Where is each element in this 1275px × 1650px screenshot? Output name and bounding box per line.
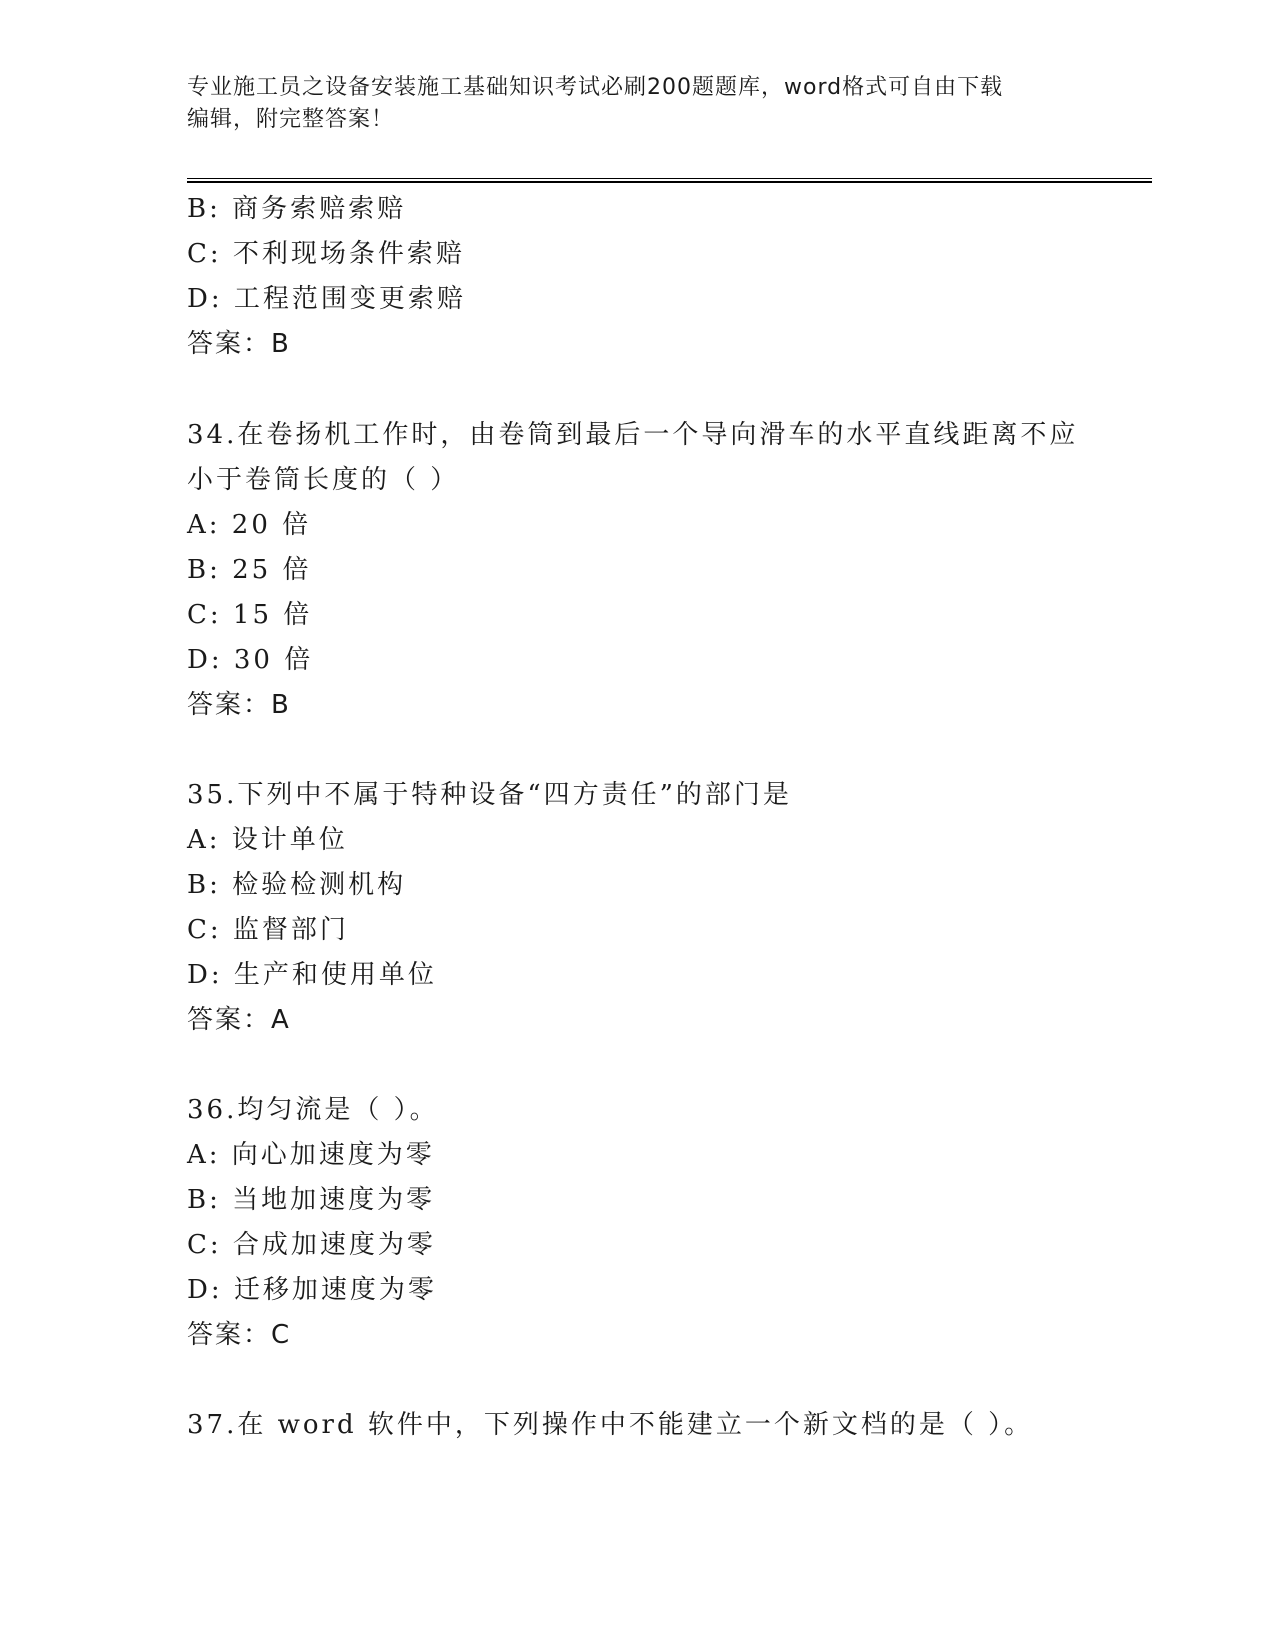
q35-answer: 答案：A	[187, 1005, 291, 1035]
q35-option-a: A: 设计单位	[187, 825, 348, 855]
q34-option-d: D: 30 倍	[187, 645, 314, 675]
header-divider-thick	[187, 181, 1152, 183]
q34-question-line-2: 小于卷筒长度的（ ）	[187, 465, 460, 495]
q36-question: 36.均匀流是（ ）。	[187, 1095, 439, 1125]
header-line-2: 编辑，附完整答案！	[187, 107, 395, 132]
q37-question: 37.在 word 软件中，下列操作中不能建立一个新文档的是（ ）。	[187, 1410, 1034, 1440]
q34-option-a: A: 20 倍	[187, 510, 312, 540]
q34-option-c: C: 15 倍	[187, 600, 313, 630]
q34-option-b: B: 25 倍	[187, 555, 312, 585]
q36-option-b: B: 当地加速度为零	[187, 1185, 436, 1215]
q35-option-b: B: 检验检测机构	[187, 870, 407, 900]
q35-option-d: D: 生产和使用单位	[187, 960, 437, 990]
document-header	[187, 72, 1087, 136]
q33-option-b: B: 商务索赔索赔	[187, 194, 407, 224]
q34-answer: 答案：B	[187, 690, 291, 720]
header-divider-thin	[187, 178, 1152, 179]
q35-option-c: C: 监督部门	[187, 915, 349, 945]
q33-answer: 答案：B	[187, 329, 291, 359]
q35-question: 35.下列中不属于特种设备“四方责任”的部门是	[187, 780, 792, 810]
q33-option-d: D: 工程范围变更索赔	[187, 284, 466, 314]
q33-option-c: C: 不利现场条件索赔	[187, 239, 465, 269]
q36-option-a: A: 向心加速度为零	[187, 1140, 435, 1170]
q36-option-d: D: 迁移加速度为零	[187, 1275, 437, 1305]
header-line-1: 专业施工员之设备安装施工基础知识考试必刷200题题库，word格式可自由下载	[187, 75, 1004, 100]
q34-question-line-1: 34.在卷扬机工作时，由卷筒到最后一个导向滑车的水平直线距离不应	[187, 420, 1079, 450]
q36-option-c: C: 合成加速度为零	[187, 1230, 436, 1260]
q36-answer: 答案：C	[187, 1320, 292, 1350]
